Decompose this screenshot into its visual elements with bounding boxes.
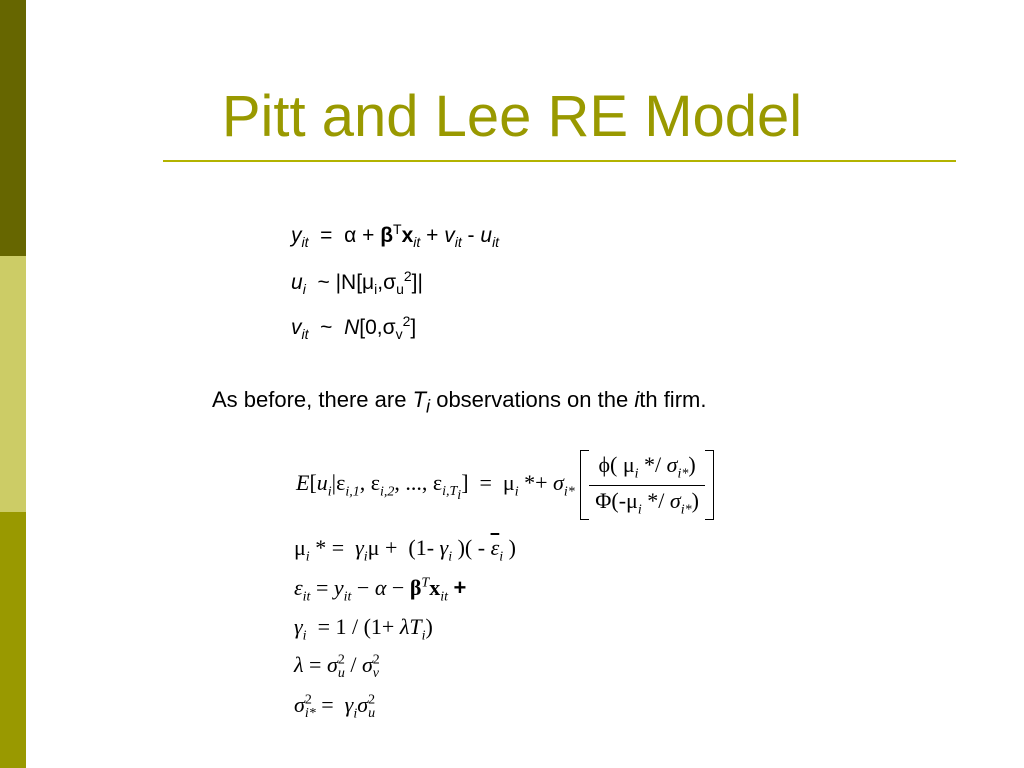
equation-lambda: $\lambda = \sigma^2_u / \sigma^2_v$ <box>294 652 380 682</box>
equation-v-distribution: $v_{it}$ ~ $N[0,\sigma_v^2]$ <box>291 313 417 343</box>
equation-sigma-star: $\sigma^2_{i*} = \gamma_i\sigma^2_u$ <box>294 692 376 722</box>
equation-gamma: $\gamma_i = 1 / (1+ \lambda T_i)$ <box>294 614 433 644</box>
equation-model: $y_{it} = \alpha + \beta^Tx_{it} + v_{it} - u_{it}$ <box>291 221 500 251</box>
title-rule <box>163 160 956 162</box>
left-bar-light <box>0 256 26 512</box>
slide-title: Pitt and Lee RE Model <box>221 84 803 149</box>
equation-conditional-expectation: $E[u_i|\varepsilon_{i,1}$, $\varepsilon_{i,2}$, ..., $\varepsilon_{i,T_i}] = \mu_i *+ \sigma_{i*}$ $\frac{\phi( \mu_i */ \sigma_{i*})}{\Phi(-\mu_i */ \sigma_{i*})}$ <box>296 450 714 520</box>
equation-u-distribution: $u_i$ ~ $|N[\mu_i,\sigma_u^2]|$ <box>291 268 423 298</box>
left-bar-medium <box>0 512 26 768</box>
observations-sentence: As before, there are $T_i$ observations on the ith firm. <box>212 387 707 417</box>
equation-mu-star: $\mu_i$ * = $\gamma_i\mu + (1-$ $\gamma_i$ )( - $\overline{\varepsilon}_i$ ) <box>294 535 516 565</box>
equation-epsilon: $\varepsilon_{it} = y_{it} - \alpha - \beta^Tx_{it}$ + <box>294 575 467 605</box>
